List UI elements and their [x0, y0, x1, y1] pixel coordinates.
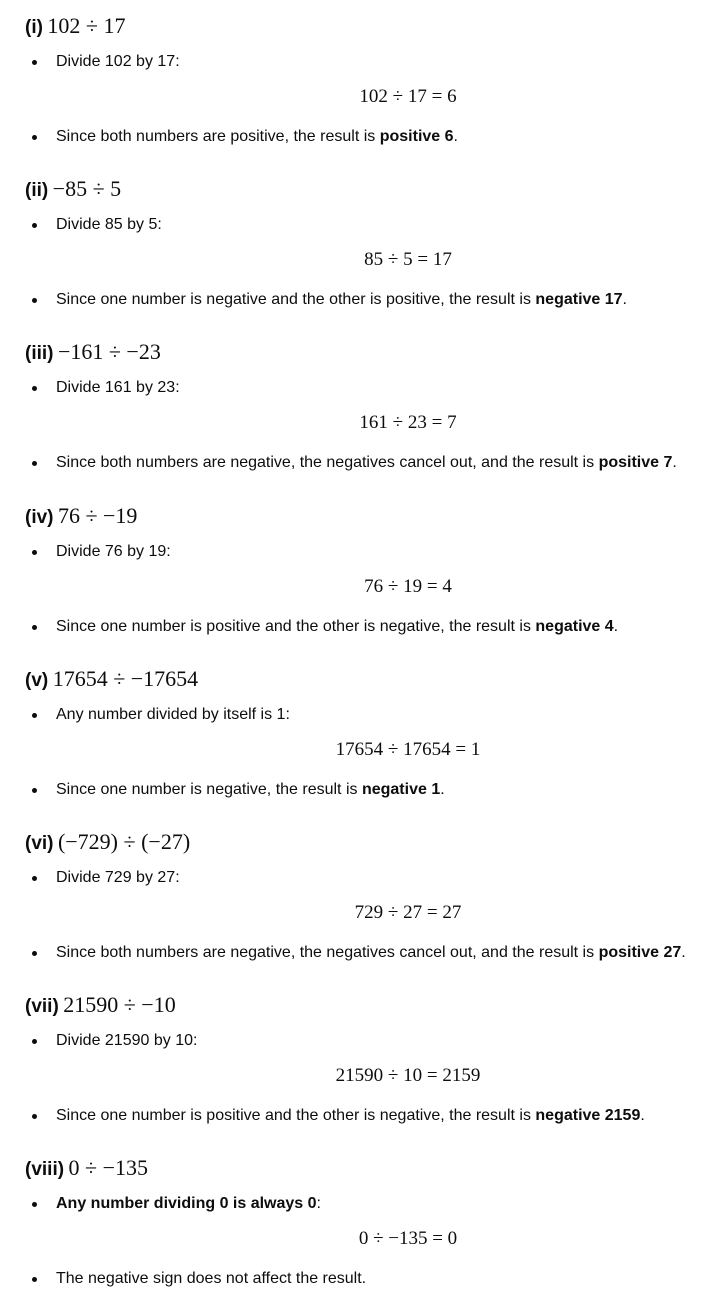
- bullet-icon: [32, 1202, 37, 1207]
- problem-expression: 17654 ÷ −17654: [52, 666, 199, 691]
- bullet-icon: [32, 223, 37, 228]
- conclusion-prefix: Since one number is positive and the other is negative, the result is: [56, 618, 536, 635]
- conclusion-prefix: Since both numbers are positive, the result is: [56, 128, 380, 145]
- section-label: (v): [25, 670, 49, 691]
- conclusion-suffix: .: [640, 1107, 645, 1124]
- conclusion-text: [56, 778, 445, 802]
- bullet-icon: [32, 298, 37, 303]
- section-heading: [25, 1153, 148, 1183]
- bullet-icon: [32, 951, 37, 956]
- section-label: (iv): [25, 507, 54, 528]
- problem-expression: 76 ÷ −19: [57, 503, 138, 528]
- conclusion-prefix: Since one number is negative and the other is positive, the result is: [56, 291, 536, 308]
- section-viii: [0, 1153, 724, 1316]
- section-ii: [0, 174, 724, 337]
- step-text: Divide 85 by 5:: [56, 216, 162, 233]
- conclusion-text: [56, 615, 618, 639]
- equation: 85 ÷ 5 = 17: [364, 249, 452, 270]
- conclusion-result: negative 17: [535, 291, 623, 308]
- equation: 76 ÷ 19 = 4: [364, 576, 452, 597]
- conclusion-suffix: .: [672, 454, 677, 471]
- section-label: (ii): [25, 180, 49, 201]
- problem-expression: −161 ÷ −23: [57, 339, 161, 364]
- conclusion-text: [56, 1104, 645, 1128]
- conclusion-prefix: Since one number is positive and the other is negative, the result is: [56, 1107, 536, 1124]
- section-label: (iii): [25, 343, 54, 364]
- bullet-icon: [32, 461, 37, 466]
- equation: 17654 ÷ 17654 = 1: [335, 739, 481, 760]
- section-heading: [25, 501, 137, 531]
- equation: 21590 ÷ 10 = 2159: [335, 1065, 481, 1086]
- section-label: (vii): [25, 996, 59, 1017]
- conclusion-result: negative 4: [535, 618, 614, 635]
- equation: 0 ÷ −135 = 0: [358, 1228, 458, 1249]
- step-text: Divide 21590 by 10:: [56, 1032, 198, 1049]
- section-label: (i): [25, 17, 43, 38]
- step-suffix: :: [316, 1195, 321, 1212]
- conclusion-prefix: Since both numbers are negative, the negatives cancel out, and the result is: [56, 944, 599, 961]
- bullet-icon: [32, 1277, 37, 1282]
- bullet-icon: [32, 713, 37, 718]
- conclusion-suffix: .: [681, 944, 686, 961]
- section-iii: [0, 337, 724, 500]
- section-v: [0, 664, 724, 827]
- conclusion-result: negative 2159: [535, 1107, 641, 1124]
- bullet-icon: [32, 60, 37, 65]
- section-iv: [0, 501, 724, 664]
- problem-expression: 0 ÷ −135: [68, 1155, 148, 1180]
- conclusion-text: [56, 288, 627, 312]
- conclusion-suffix: .: [440, 781, 445, 798]
- section-heading: [25, 827, 190, 857]
- section-heading: [25, 11, 125, 41]
- conclusion-text: [56, 125, 458, 149]
- section-heading: [25, 990, 176, 1020]
- conclusion-text: [56, 451, 677, 475]
- step-text: [56, 1192, 321, 1216]
- conclusion-prefix: Since one number is negative, the result is: [56, 781, 362, 798]
- step-text: Any number divided by itself is 1:: [56, 706, 290, 723]
- section-label: (viii): [25, 1159, 65, 1180]
- bullet-icon: [32, 550, 37, 555]
- equation: 161 ÷ 23 = 7: [359, 412, 457, 433]
- step-rule: Any number dividing 0 is always 0: [56, 1195, 317, 1212]
- step-text: Divide 76 by 19:: [56, 543, 171, 560]
- conclusion-suffix: .: [613, 618, 619, 635]
- conclusion-suffix: .: [453, 128, 458, 145]
- step-text: Divide 729 by 27:: [56, 869, 180, 886]
- problem-expression: (−729) ÷ (−27): [57, 829, 191, 854]
- step-text: Divide 102 by 17:: [56, 53, 180, 70]
- section-label: (vi): [25, 833, 54, 854]
- bullet-icon: [32, 788, 37, 793]
- section-i: [0, 11, 724, 174]
- section-vii: [0, 990, 724, 1153]
- bullet-icon: [32, 1039, 37, 1044]
- bullet-icon: [32, 386, 37, 391]
- problem-expression: −85 ÷ 5: [52, 176, 122, 201]
- bullet-icon: [32, 1114, 37, 1119]
- section-heading: [25, 174, 121, 204]
- bullet-icon: [32, 876, 37, 881]
- conclusion-result: positive 6: [379, 128, 454, 145]
- bullet-icon: [32, 135, 37, 140]
- conclusion-text: [56, 941, 686, 965]
- conclusion-text: The negative sign does not affect the result.: [56, 1270, 367, 1287]
- problem-expression: 21590 ÷ −10: [63, 992, 176, 1017]
- step-text: Divide 161 by 23:: [56, 379, 180, 396]
- conclusion-suffix: .: [622, 291, 627, 308]
- section-vi: [0, 827, 724, 990]
- conclusion-result: positive 27: [598, 944, 682, 961]
- conclusion-prefix: Since both numbers are negative, the negatives cancel out, and the result is: [56, 454, 599, 471]
- section-heading: [25, 664, 198, 694]
- section-heading: [25, 337, 161, 367]
- conclusion-result: negative 1: [361, 781, 441, 798]
- equation: 729 ÷ 27 = 27: [354, 902, 462, 923]
- problem-expression: 102 ÷ 17: [47, 13, 126, 38]
- conclusion-result: positive 7: [598, 454, 673, 471]
- bullet-icon: [32, 625, 37, 630]
- equation: 102 ÷ 17 = 6: [359, 86, 457, 107]
